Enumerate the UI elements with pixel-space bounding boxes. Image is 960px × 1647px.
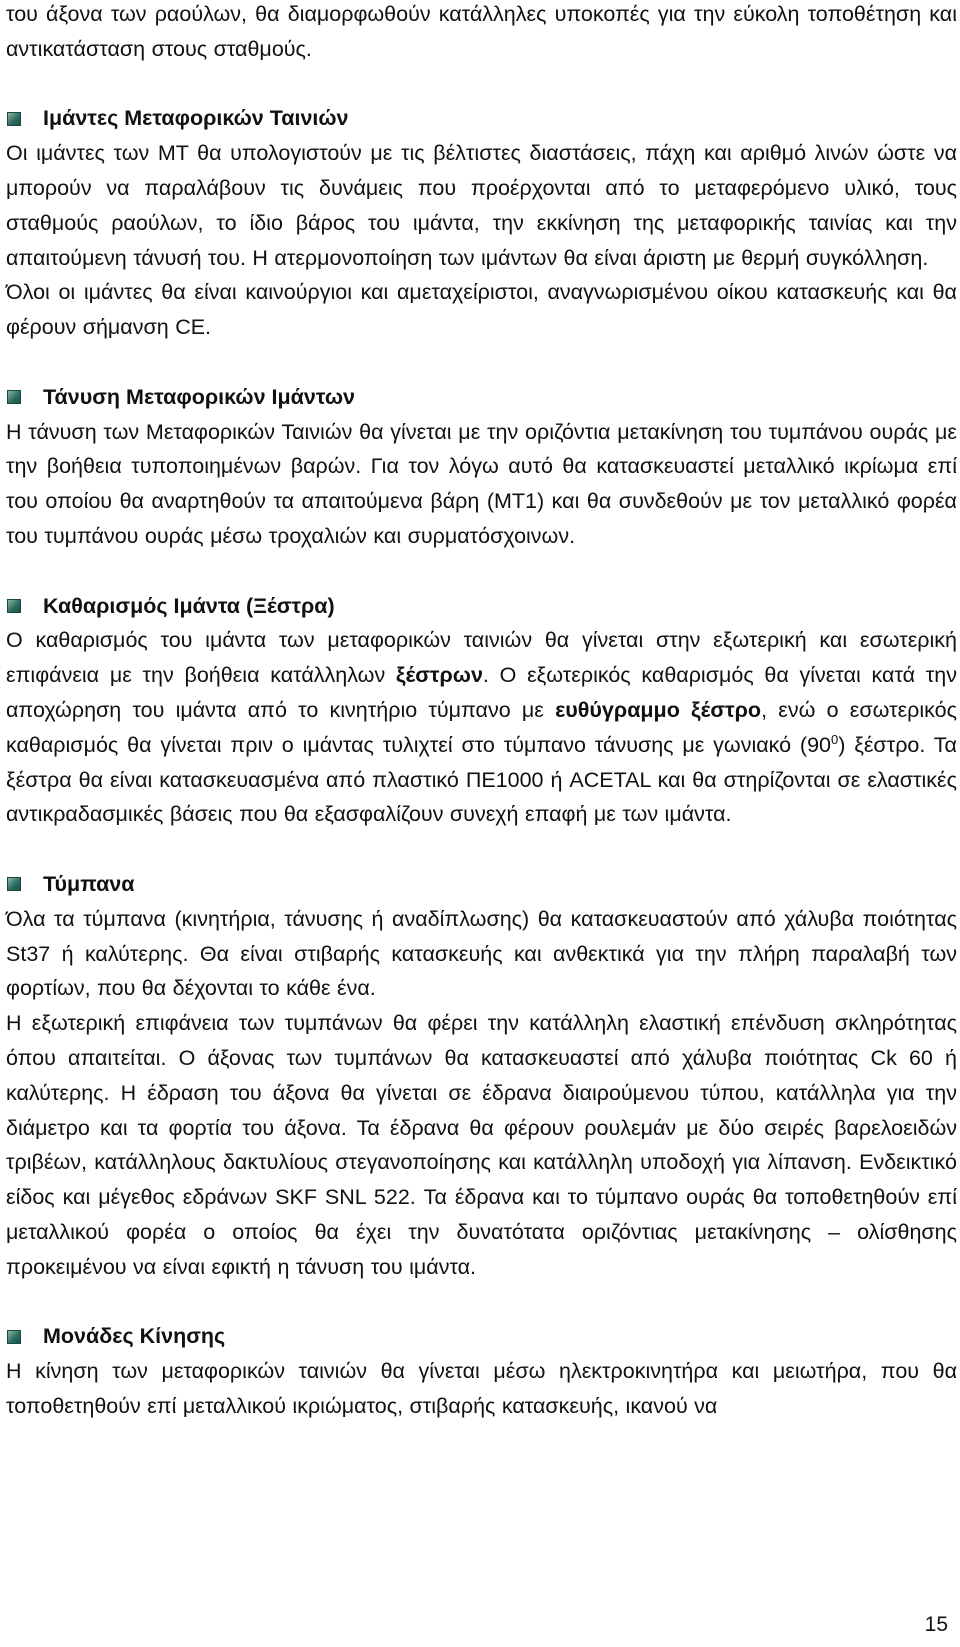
square-bullet-icon (7, 1330, 21, 1344)
square-bullet-icon (7, 390, 21, 404)
paragraph-drums-1: Όλα τα τύμπανα (κινητήρια, τάνυσης ή αναδίπλωσης) θα κατασκευαστούν από χάλυβα ποιότητας St37 ή καλύτερης. Θα είναι στιβαρής κατασκευής και ανθεκτικά για την πλήρη παραλαβή των φορτίων, που θα δέχονται το κάθε ένα. (6, 906, 957, 1001)
paragraph-drive-units: Η κίνηση των μεταφορικών ταινιών θα γίνεται μέσω ηλεκτροκινητήρα και μειωτήρα, που θα τοποθετηθούν επί μεταλλικού ικριώματος, στιβαρής κατασκευής, ικανού να (6, 1359, 957, 1418)
section-heading-tension (6, 380, 957, 415)
text-run: Ο καθαρισμός του ιμάντα των μεταφορικών ταινιών θα γίνεται στην εξωτερική και εσωτερική επιφάνεια με την βοήθεια κατάλληλων (6, 628, 957, 688)
intro-paragraph: του άξονα των ραούλων, θα διαμορφωθούν κατάλληλες υποκοπές για την εύκολη τοποθέτηση και αντικατάσταση στους σταθμούς. (6, 2, 957, 61)
text-run: , ενώ ο εσωτερικός καθαρισμός θα γίνεται πριν ο ιμάντας τυλιχτεί στο τύμπανο τάνυσης με γωνιακό (90 (6, 697, 957, 757)
paragraph-tension: Η τάνυση των Μεταφορικών Ταινιών θα γίνεται με την οριζόντια μετακίνηση του τυμπάνου ουράς με την βοήθεια τυποποιημένων βαρών. Για τον λόγω αυτό θα κατασκευαστεί μεταλλικό ικρίωμα επί του οποίου θα αναρτηθούν τα απαιτούμενα βάρη (ΜΤ1) και θα συνδεθούν με τον μεταλλικό φορέα του τυμπάνου ουράς μέσω τροχαλιών και συρματόσχοινων. (6, 419, 957, 548)
bold-term-scrapers: ξέστρων (395, 663, 483, 688)
heading-text: Μονάδες Κίνησης (43, 1324, 226, 1349)
paragraph-cleaning (6, 623, 957, 832)
text-run: ) ξέστρο. Τα ξέστρα θα είναι κατασκευασμένα από πλαστικό ΠΕ1000 ή ACETAL και θα στηρίζονται σε ελαστικές αντικραδασμικές βάσεις που θα εξασφαλίζουν συνεχή επαφή με των ιμάντα. (6, 732, 957, 827)
degree-superscript: 0 (831, 731, 839, 747)
document-page (6, 0, 957, 1424)
heading-text: Τύμπανα (43, 871, 135, 896)
section-heading-cleaning (6, 589, 957, 624)
heading-text: Ιμάντες Μεταφορικών Ταινιών (43, 106, 349, 131)
section-heading-belts (6, 101, 957, 136)
heading-text: Καθαρισμός Ιμάντα (Ξέστρα) (43, 593, 335, 618)
text-run: . Ο εξωτερικός καθαρισμός θα γίνεται κατά την αποχώρηση του ιμάντα από το κινητήριο τύμπανο με (6, 663, 957, 722)
bold-term-linear-scraper: ευθύγραμμο ξέστρο (555, 697, 762, 722)
paragraph-belts-2: Όλοι οι ιμάντες θα είναι καινούργιοι και αμεταχείριστοι, αναγνωρισμένου οίκου κατασκευής και θα φέρουν σήμανση CE. (6, 280, 957, 340)
page-number: 15 (924, 1613, 948, 1636)
section-heading-drive-units (6, 1319, 957, 1354)
square-bullet-icon (7, 877, 21, 891)
heading-text: Τάνυση Μεταφορικών Ιμάντων (43, 384, 355, 409)
square-bullet-icon (7, 112, 21, 126)
square-bullet-icon (7, 599, 21, 613)
section-heading-drums (6, 867, 957, 902)
paragraph-drums-2: Η εξωτερική επιφάνεια των τυμπάνων θα φέρει την κατάλληλη ελαστική επένδυση σκληρότητας όπου απαιτείται. Ο άξονας των τυμπάνων θα κατασκευαστεί από χάλυβα ποιότητας Ck 60 ή καλύτερης. Η έδραση του άξονα θα γίνεται σε έδρανα διαιρούμενου τύπου, κατάλληλα για την διάμετρο και τα φορτία του άξονα. Τα έδρανα θα φέρουν ρουλεμάν με δύο σειρές βαρελοειδών τριβέων, κατάλληλους δακτυλίους στεγανοποίησης και κατάλληλη υποδοχή για λίπανση. Ενδεικτικό είδος και μέγεθος εδράνων SKF SNL 522. Τα έδρανα και το τύμπανο ουράς θα τοποθετηθούν επί μεταλλικού φορέα ο οποίος θα έχει την δυνατότατα οριζόντιας μετακίνησης – ολίσθησης προκειμένου να είναι εφικτή η τάνυση του ιμάντα. (6, 1011, 957, 1279)
paragraph-belts-1: Οι ιμάντες των ΜΤ θα υπολογιστούν με τις βέλτιστες διαστάσεις, πάχη και αριθμό λινών ώστε να μπορούν να παραλάβουν τις δυνάμεις που προέρχονται από το μεταφερόμενο υλικό, τους σταθμούς ραούλων, το ίδιο βάρος του ιμάντα, την εκκίνηση της μεταφορικής ταινίας και την απαιτούμενη τάνυσή του. Η ατερμονοποίηση των ιμάντων θα είναι άριστη με θερμή συγκόλληση. (6, 141, 957, 270)
